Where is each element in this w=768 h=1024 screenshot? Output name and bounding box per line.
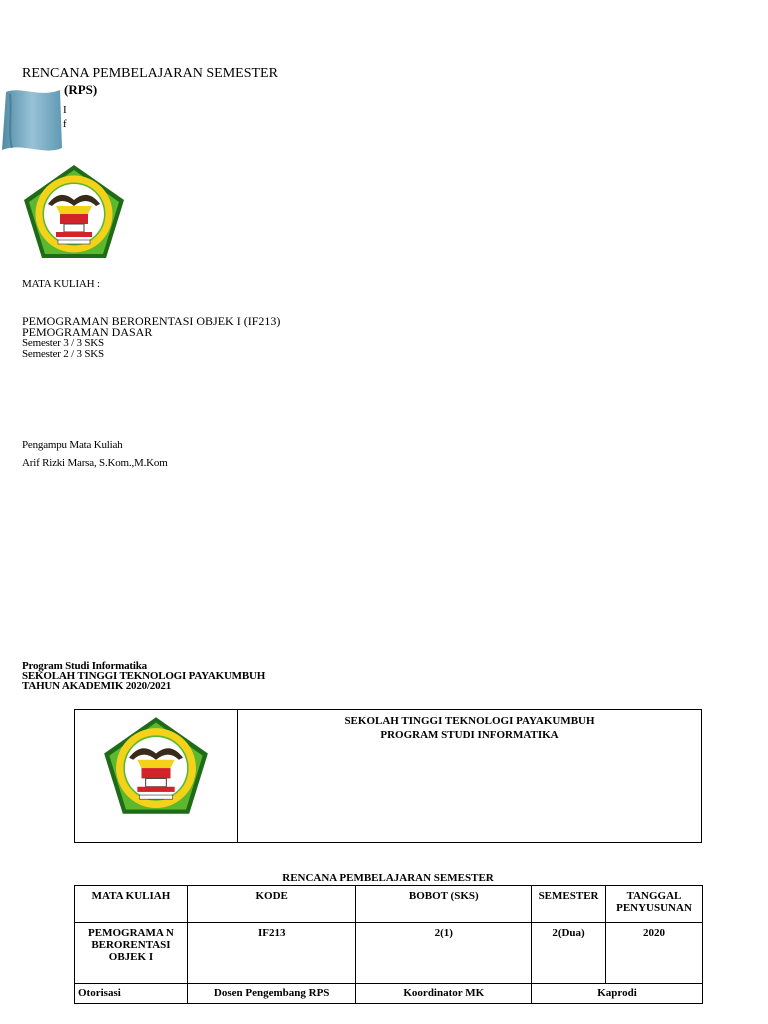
table-header-row <box>75 886 703 923</box>
course-line: Semester 3 / 3 SKS <box>22 337 104 349</box>
column-header: MATA KULIAH <box>75 886 188 923</box>
table-cell: Koordinator MK <box>356 984 532 1004</box>
header-text-cell <box>238 710 701 842</box>
table-cell: PEMOGRAMA N BERORENTASI OBJEK I <box>75 923 188 984</box>
prodi-line: Program Studi Informatika <box>22 660 147 672</box>
dosen-name: Arif Rizki Marsa, S.Kom.,M.Kom <box>22 457 168 469</box>
institution-logo <box>100 714 212 818</box>
rps-table <box>74 885 703 1004</box>
rps-table-caption: RENCANA PEMBELAJARAN SEMESTER <box>282 872 494 884</box>
academic-year: TAHUN AKADEMIK 2020/2021 <box>22 680 172 692</box>
table-row <box>75 923 703 984</box>
decorative-banner-shape <box>0 84 64 156</box>
document-title: RENCANA PEMBELAJARAN SEMESTER <box>22 66 278 81</box>
pengampu-label: Pengampu Mata Kuliah <box>22 439 123 451</box>
rps-header-box <box>74 709 702 843</box>
column-header: BOBOT (SKS) <box>356 886 532 923</box>
text-fragment: f <box>63 118 67 130</box>
course-list <box>22 316 280 360</box>
column-header: KODE <box>187 886 356 923</box>
table-cell: 2(Dua) <box>532 923 606 984</box>
document-subtitle: (RPS) <box>64 82 98 97</box>
table-cell: 2(1) <box>356 923 532 984</box>
institution-logo <box>20 162 128 262</box>
table-cell: IF213 <box>187 923 356 984</box>
table-cell: Otorisasi <box>75 984 188 1004</box>
course-line: PEMOGRAMAN DASAR <box>22 325 153 339</box>
institution-name: SEKOLAH TINGGI TEKNOLOGI PAYAKUMBUH <box>22 670 266 682</box>
header-prodi: PROGRAM STUDI INFORMATIKA <box>380 729 559 741</box>
header-logo-cell <box>75 710 238 842</box>
table-footer-row <box>75 984 703 1004</box>
course-line: Semester 2 / 3 SKS <box>22 348 104 360</box>
table-cell: 2020 <box>606 923 703 984</box>
column-header: TANGGAL PENYUSUNAN <box>606 886 703 923</box>
table-cell: Dosen Pengembang RPS <box>187 984 356 1004</box>
mata-kuliah-label: MATA KULIAH : <box>22 278 100 290</box>
table-cell: Kaprodi <box>532 984 703 1004</box>
text-fragment: I <box>63 104 67 116</box>
course-line: PEMOGRAMAN BERORENTASI OBJEK I (IF213) <box>22 314 281 328</box>
header-institution: SEKOLAH TINGGI TEKNOLOGI PAYAKUMBUH <box>344 715 595 727</box>
column-header: SEMESTER <box>532 886 606 923</box>
institution-block <box>22 661 265 691</box>
